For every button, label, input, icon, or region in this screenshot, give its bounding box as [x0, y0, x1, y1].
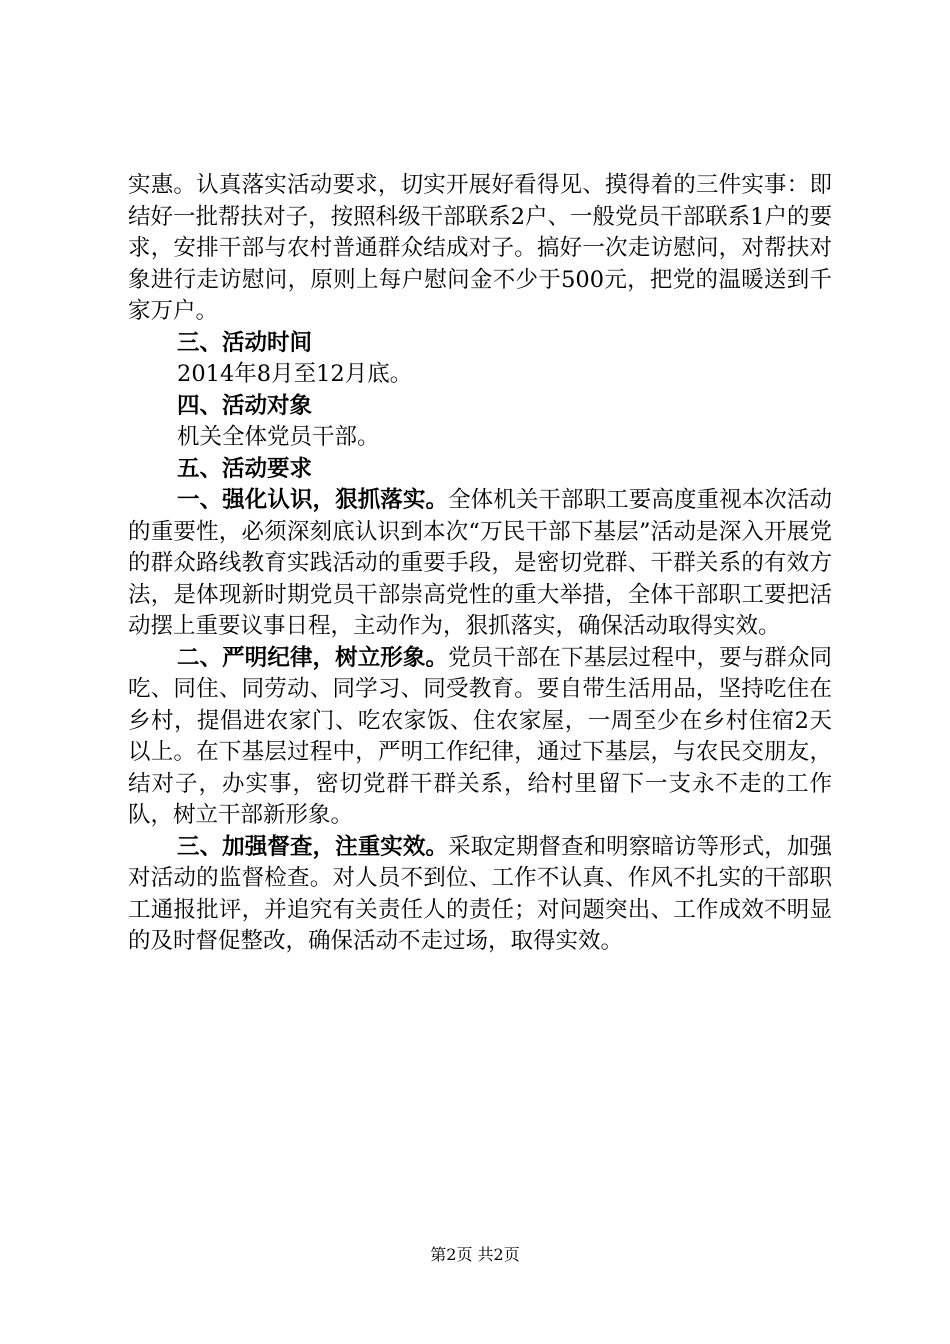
- requirement-3-text: 采取定期督查和明察暗访等形式，加强对活动的监督检查。对人员不到位、工作不认真、作风不扎实的干部职工通报批评，并追究有关责任人的责任；对问题突出、工作成效不明显的及时督促整改，确保活动不走过场，取得实效。: [128, 833, 832, 954]
- requirement-2-lead: 二、严明纪律，树立形象。: [177, 644, 449, 671]
- page-footer: 第2页 共2页: [430, 1245, 520, 1264]
- paragraph-requirement-3: [128, 832, 832, 958]
- paragraph-requirement-2: [128, 643, 832, 832]
- requirement-3-lead: 三、加强督查，注重实效。: [177, 833, 449, 860]
- paragraph-activity-time: 2014年8月至12月底。: [177, 361, 413, 387]
- requirement-1-text: 全体机关干部职工要高度重视本次活动的重要性，必须深刻底认识到本次“万民干部下基层”活动是深入开展党的群众路线教育实践活动的重要手段，是密切党群、干群关系的有效方法，是体现新时期党员干部崇高党性的重大举措，全体干部职工要把活动摆上重要议事日程，主动作为，狠抓落实，确保活动取得实效。: [128, 487, 832, 639]
- heading-activity-requirements: 五、活动要求: [177, 455, 313, 482]
- requirement-2-text: 党员干部在下基层过程中，要与群众同吃、同住、同劳动、同学习、同受教育。要自带生活用品，坚持吃住在乡村，提倡进农家门、吃农家饭、住农家屋，一周至少在乡村住宿2天以上。在下基层过程中，严明工作纪律，通过下基层，与农民交朋友，结对子，办实事，密切党群干群关系，给村里留下一支永不走的工作队，树立干部新形象。: [128, 644, 832, 828]
- heading-activity-time: 三、活动时间: [177, 329, 313, 356]
- paragraph-intro: 实惠。认真落实活动要求，切实开展好看得见、摸得着的三件实事：即结好一批帮扶对子，按照科级干部联系2户、一般党员干部联系1户的要求，安排干部与农村普通群众结成对子。搞好一次走访慰问，对帮扶对象进行走访慰问，原则上每户慰问金不少于500元，把党的温暖送到千家万户。: [128, 172, 832, 324]
- heading-activity-target: 四、活动对象: [177, 392, 313, 419]
- requirement-1-lead: 一、强化认识，狠抓落实。: [177, 487, 449, 513]
- document-body: [128, 170, 832, 958]
- paragraph-requirement-1: [128, 485, 832, 643]
- paragraph-activity-target: 机关全体党员干部。: [177, 424, 380, 450]
